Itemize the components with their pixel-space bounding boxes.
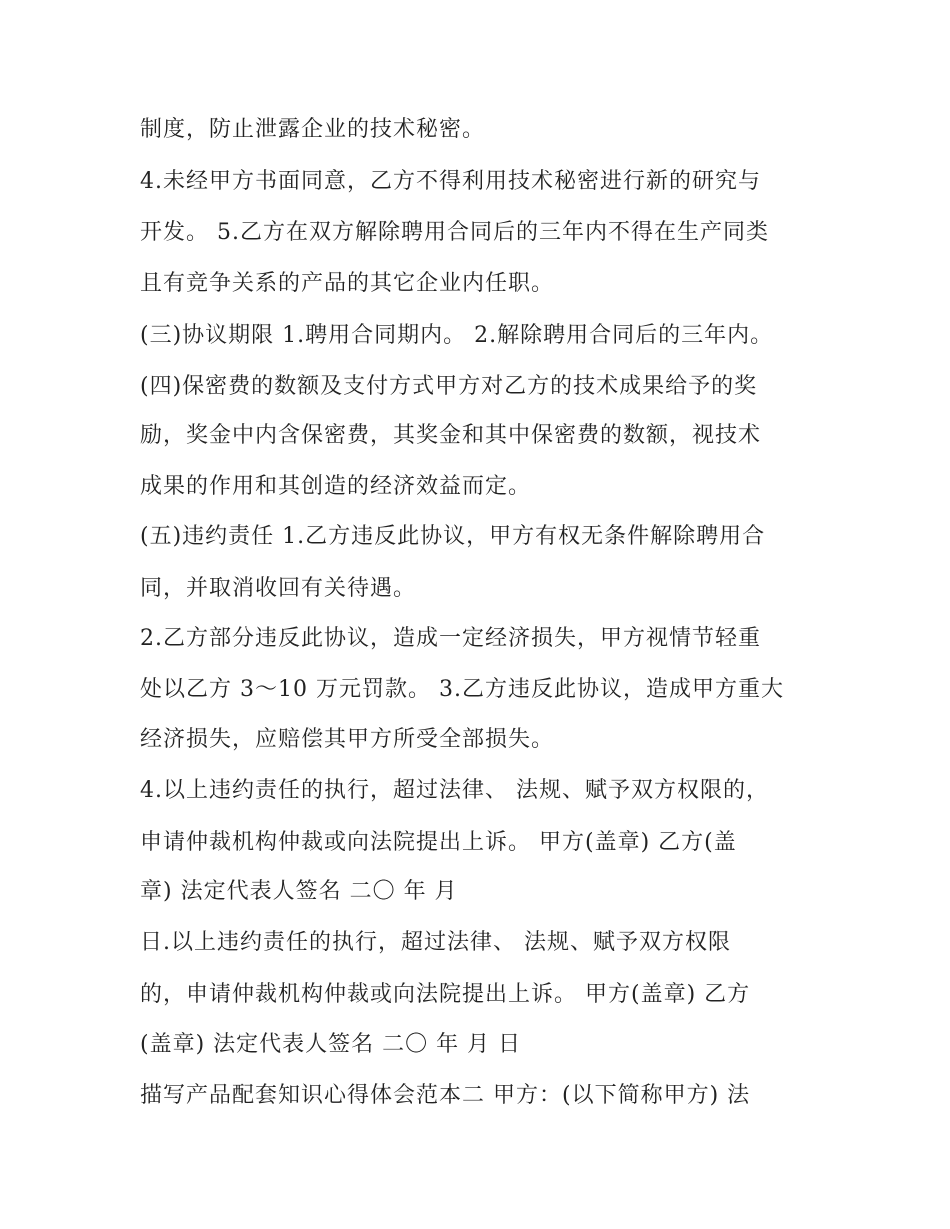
text-line-20: 描写产品配套知识心得体会范本二 甲方：(以下简称甲方) 法 [140,1083,751,1108]
text-line-5: (三)协议期限 1.聘用合同期内。 2.解除聘用合同后的三年内。 [140,323,774,348]
text-line-17: 日.以上违约责任的执行，超过法律、 法规、赋予双方权限 [140,930,731,955]
text-line-9: (五)违约责任 1.乙方违反此协议，甲方有权无条件解除聘用合 [140,524,766,549]
text-line-14: 4.以上违约责任的执行，超过法律、 法规、赋予双方权限的， [140,778,769,803]
text-line-4: 且有竞争关系的产品的其它企业内任职。 [140,271,555,296]
text-line-10: 同，并取消收回有关待遇。 [140,576,417,601]
text-line-8: 成果的作用和其创造的经济效益而定。 [140,474,532,499]
text-line-15: 申请仲裁机构仲裁或向法院提出上诉。 甲方(盖章) 乙方(盖 [140,830,737,855]
text-line-2: 4.未经甲方书面同意，乙方不得利用技术秘密进行新的研究与 [140,169,761,194]
text-line-16: 章) 法定代表人签名 二〇 年 月 [140,879,458,904]
text-line-11: 2.乙方部分违反此协议，造成一定经济损失，甲方视情节轻重 [140,626,761,651]
text-line-12: 处以乙方 3～10 万元罚款。 3.乙方违反此协议，造成甲方重大 [140,677,784,702]
text-line-18: 的，申请仲裁机构仲裁或向法院提出上诉。 甲方(盖章) 乙方 [140,982,751,1007]
text-line-6: (四)保密费的数额及支付方式甲方对乙方的技术成果给予的奖 [140,374,758,399]
text-line-3: 开发。 5.乙方在双方解除聘用合同后的三年内不得在生产同类 [140,220,769,245]
text-line-13: 经济损失，应赔偿其甲方所受全部损失。 [140,727,555,752]
text-line-19: (盖章) 法定代表人签名 二〇 年 月 日 [140,1032,522,1057]
text-line-1: 制度，防止泄露企业的技术秘密。 [140,117,486,142]
text-line-7: 励，奖金中内含保密费，其奖金和其中保密费的数额，视技术 [140,423,762,448]
